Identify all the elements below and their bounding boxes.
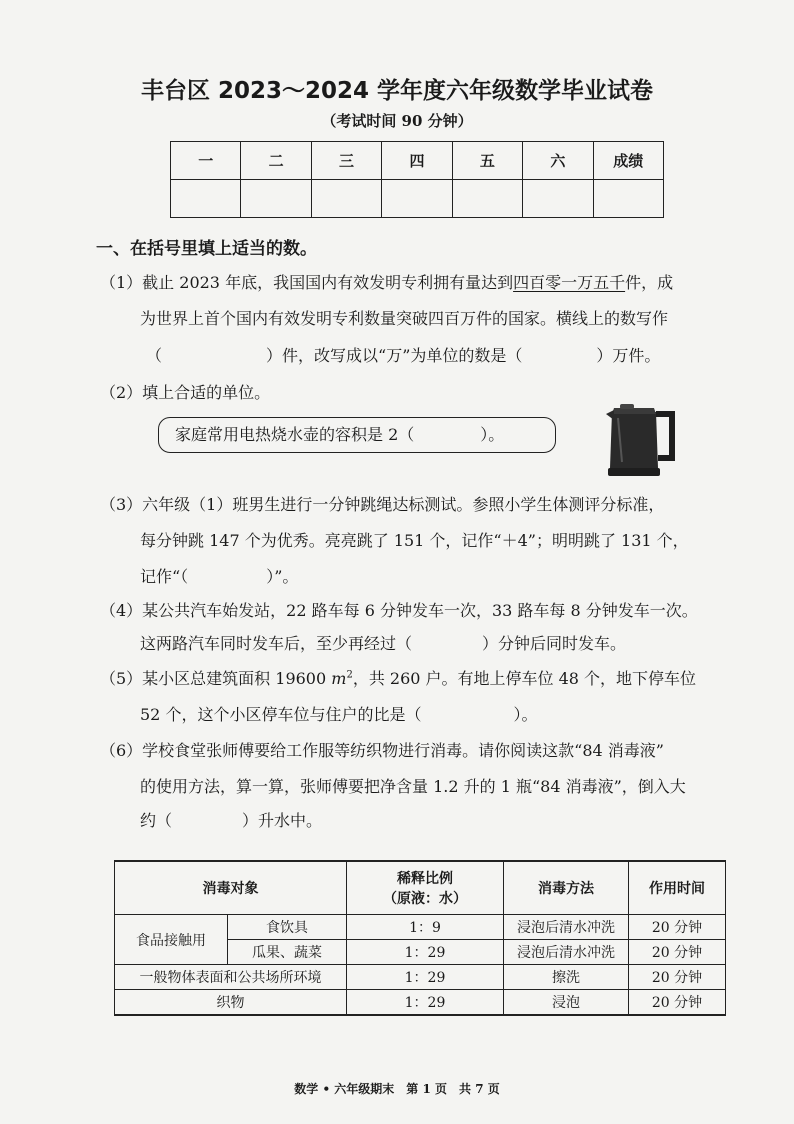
q6-line1: （6）学校食堂张师傅要给工作服等纺织物进行消毒。请你阅读这款“84 消毒液” [100,741,664,760]
group-label: 食品接触用 [115,915,228,965]
q1-line3: （ ）件，改写成以“万”为单位的数是（ ）万件。 [146,346,661,365]
q6-line3: 约（ ）升水中。 [140,811,323,830]
score-cell[interactable] [171,180,241,218]
section-heading: 一、在括号里填上适当的数。 [96,239,317,259]
cell-method: 擦洗 [504,965,629,990]
col-header-object: 消毒对象 [115,861,347,915]
q4-line2: 这两路汽车同时发车后，至少再经过（ ）分钟后同时发车。 [140,634,627,653]
score-table [170,141,664,218]
cell-object: 织物 [115,990,347,1016]
cell-object: 瓜果、蔬菜 [228,940,347,965]
q5-line1: （5）某小区总建筑面积 19600 $m^2$，共 260 户。有地上停车位 48 个，地下停车位 [100,669,697,688]
cell-time: 20 分钟 [629,940,726,965]
q1-line2: 为世界上首个国内有效发明专利数量突破四百万件的国家。横线上的数写作 [140,309,669,328]
q3-line2: 每分钟跳 147 个为优秀。亮亮跳了 151 个，记作“＋4”；明明跳了 131 个， [140,531,689,550]
cell-time: 20 分钟 [629,965,726,990]
cell-time: 20 分钟 [629,915,726,940]
cell-time: 20 分钟 [629,990,726,1016]
col-header-ratio: 稀释比例 （原液：水） [347,861,504,915]
electric-kettle-icon [600,398,680,478]
score-cell[interactable] [311,180,381,218]
score-cell[interactable] [452,180,522,218]
disinfectant-table [114,860,726,1016]
underlined-number: 四百零一万五千 [513,273,626,292]
cell-ratio: 1：29 [347,940,504,965]
cell-method: 浸泡后清水冲洗 [504,940,629,965]
score-col-header: 二 [241,142,311,180]
table-row [115,990,726,1016]
table-row [115,965,726,990]
page-footer: 数学 • 六年级期末 第 1 页 共 7 页 [294,1082,500,1096]
cell-ratio: 1：29 [347,965,504,990]
cell-method: 浸泡 [504,990,629,1016]
score-cell[interactable] [382,180,452,218]
q6-line2: 的使用方法，算一算，张师傅要把净含量 1.2 升的 1 瓶“84 消毒液”，倒入大 [140,777,686,796]
score-col-header: 一 [171,142,241,180]
col-header-time: 作用时间 [629,861,726,915]
score-cell[interactable] [593,180,663,218]
cell-object: 食饮具 [228,915,347,940]
cell-object: 一般物体表面和公共场所环境 [115,965,347,990]
cell-method: 浸泡后清水冲洗 [504,915,629,940]
page-title: 丰台区 2023～2024 学年度六年级数学毕业试卷 [140,78,654,104]
q3-line3: 记作“（ ）”。 [140,567,299,586]
exam-duration: （考试时间 90 分钟） [321,112,473,130]
score-col-header: 五 [452,142,522,180]
table-row [115,915,726,940]
speech-bubble: 家庭常用电热烧水壶的容积是 2（ ）。 [158,417,556,453]
cell-ratio: 1：29 [347,990,504,1016]
cell-ratio: 1：9 [347,915,504,940]
q1-line1: （1）截止 2023 年底，我国国内有效发明专利拥有量达到四百零一万五千件，成 [100,273,674,292]
score-col-header: 四 [382,142,452,180]
q3-line1: （3）六年级（1）班男生进行一分钟跳绳达标测试。参照小学生体测评分标准， [100,495,665,514]
q2-line1: （2）填上合适的单位。 [100,383,271,402]
q4-line1: （4）某公共汽车始发站，22 路车每 6 分钟发车一次，33 路车每 8 分钟发车一次。 [100,601,698,620]
score-cell[interactable] [241,180,311,218]
score-col-header: 六 [523,142,593,180]
col-header-method: 消毒方法 [504,861,629,915]
score-col-header: 三 [311,142,381,180]
score-col-header: 成绩 [593,142,663,180]
score-cell[interactable] [523,180,593,218]
q5-line2: 52 个，这个小区停车位与住户的比是（ ）。 [140,705,538,724]
